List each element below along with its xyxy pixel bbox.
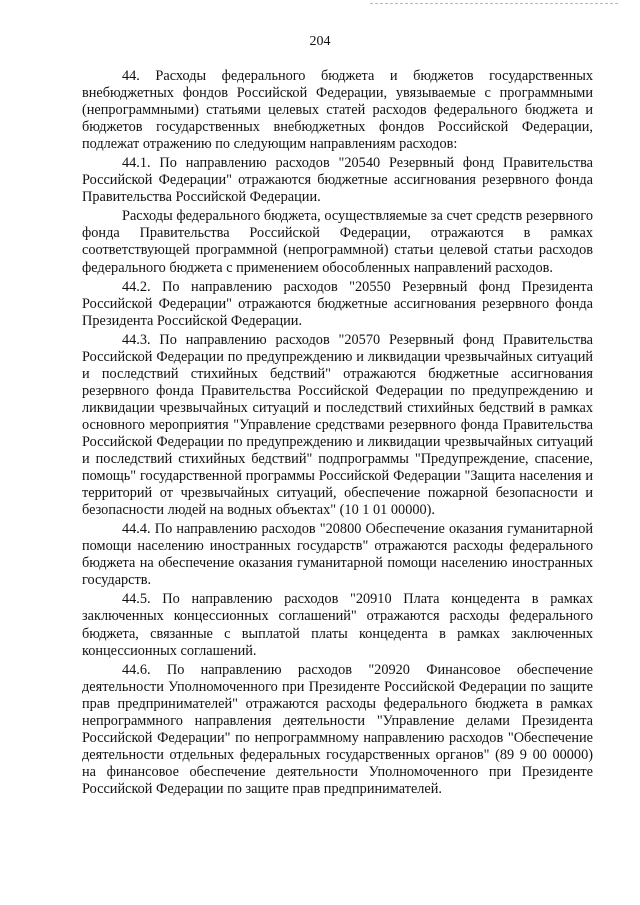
paragraph-44-1: 44.1. По направлению расходов "20540 Резервный фонд Правительства Российской Федерации" отражаются бюджетные ассигнования резервного фонда Правительства Российской Федерации. — [82, 155, 593, 206]
paragraph-44-2: 44.2. По направлению расходов "20550 Резервный фонд Президента Российской Федерации" отражаются бюджетные ассигнования резервного фонда Президента Российской Федерации. — [82, 278, 593, 329]
paragraph-44-5: 44.5. По направлению расходов "20910 Плата концедента в рамках заключенных концессионных соглашений" отражаются расходы федерального бюджета, связанные с выплатой платы концедента в рамках заключенных концессионных соглашений. — [82, 591, 593, 659]
paragraph-44-3: 44.3. По направлению расходов "20570 Резервный фонд Правительства Российской Федерации по предупреждению и ликвидации чрезвычайных ситуаций и последствий стихийных бедствий" отражаются бюджетные ассигнования резервного фонда Правительства Российской Федерации по предупреждению и ликвидации чрезвычайных ситуаций и последствий стихийных бедствий в рамках основного мероприятия "Управление средствами резервного фонда Правительства Российской Федерации по предупреждению и ликвидации чрезвычайных ситуаций и последствий стихийных бедствий" подпрограммы "Предупреждение, спасение, помощь" государственной программы Российской Федерации "Защита населения и территорий от чрезвычайных ситуаций, обеспечение пожарной безопасности и безопасности людей на водных объектах" (10 1 01 00000). — [82, 331, 593, 519]
paragraph-44-6: 44.6. По направлению расходов "20920 Финансовое обеспечение деятельности Уполномоченного при Президенте Российской Федерации по защите прав предпринимателей" отражаются расходы федерального бюджета в рамках непрограммного направления деятельности "Управление делами Президента Российской Федерации" по непрограммному направлению расходов "Обеспечение деятельности отдельных федеральных государственных органов" (89 9 00 00000) на финансовое обеспечение деятельности Уполномоченного при Президенте Российской Федерации по защите прав предпринимателей. — [82, 661, 593, 797]
paragraph-44-4: 44.4. По направлению расходов "20800 Обеспечение оказания гуманитарной помощи населению иностранных государств" отражаются расходы федерального бюджета на обеспечение оказания гуманитарной помощи населению иностранных государств. — [82, 521, 593, 589]
paragraph-44: 44. Расходы федерального бюджета и бюджетов государственных внебюджетных фондов Российской Федерации, увязываемые с программными (непрограммными) статьями целевых статей расходов федерального бюджета и бюджетов государственных внебюджетных фондов Российской Федерации, подлежат отражению по следующим направлениям расходов: — [82, 68, 593, 153]
scan-edge-mark — [370, 3, 618, 4]
document-body — [82, 68, 593, 800]
paragraph-44-1-reserve-spending: Расходы федерального бюджета, осуществляемые за счет средств резервного фонда Правительства Российской Федерации, отражаются в рамках соответствующей программной (непрограммной) статьи целевой статьи расходов федерального бюджета с применением обособленных направлений расходов. — [82, 208, 593, 276]
page-number: 204 — [309, 34, 331, 49]
